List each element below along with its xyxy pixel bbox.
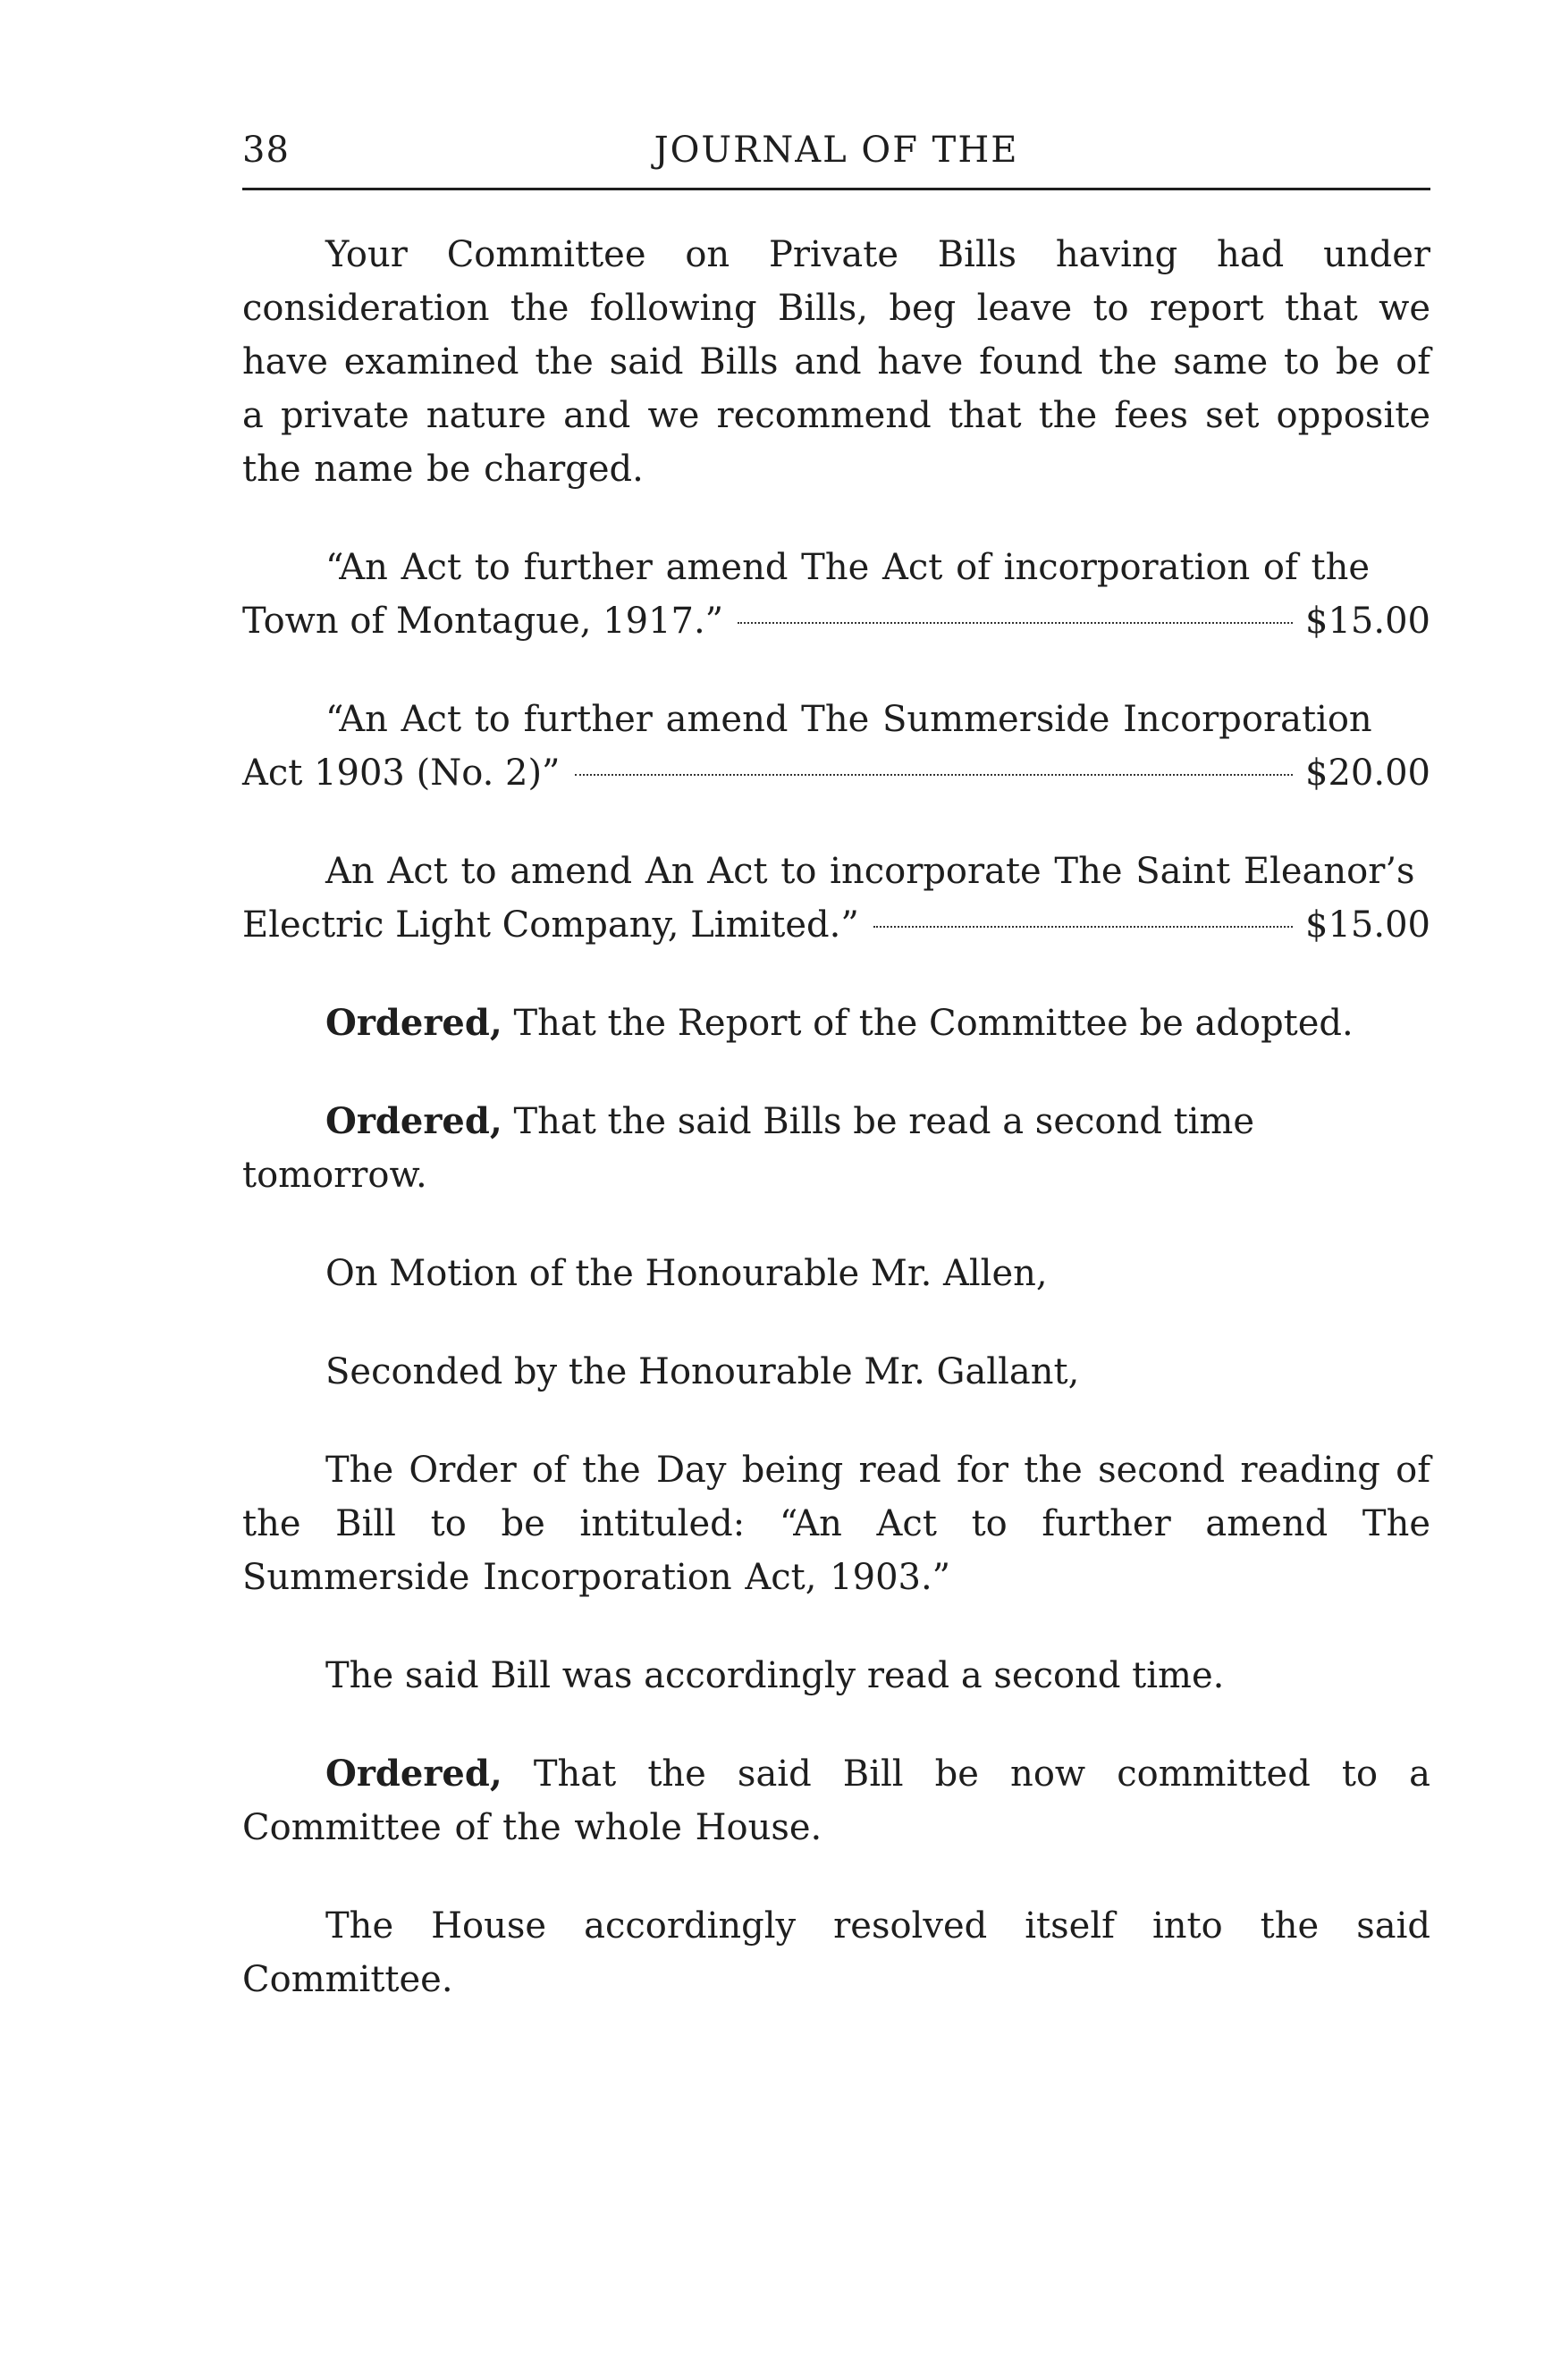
running-title: JOURNAL OF THE [654,130,1019,171]
bill-title-end: Act 1903 (No. 2)” [242,753,561,794]
order-text: That the Report of the Committee be adopted. [502,1003,1354,1044]
bill-fee-line [242,746,1430,800]
order-text: That the said Bills be read a second time tomorrow. [242,1101,1255,1196]
bill-fee-line [242,898,1430,952]
order-of-the-day-paragraph: The Order of the Day being read for the second reading of the Bill to be intituled: “An Act to further amend The Summerside Incorporation Act, 1903.” [242,1450,1430,1598]
page-number: 38 [242,130,290,171]
bill-fee-amount: $15.00 [1305,601,1430,642]
order-text: That the said Bill be now committed to a Committee of the whole House. [242,1753,1430,1848]
house-resolved-paragraph: The House accordingly resolved itself into the said Committee. [242,1905,1430,2000]
bill-title-line: “An Act to further amend The Act of incorporation of the [325,547,1371,588]
journal-body [242,228,1430,2051]
bill-fee-line [242,594,1430,648]
bill-fee-entry-summerside [242,693,1430,800]
order-adopt-report [242,997,1430,1050]
dot-leader [738,622,1293,624]
order-committed [242,1747,1430,1854]
bill-fee-entry-saint-eleanors [242,845,1430,952]
motion-seconder: Seconded by the Honourable Mr. Gallant, [325,1351,1080,1392]
ordered-label: Ordered, [325,1002,502,1044]
bill-title-line: An Act to amend An Act to incorporate The Saint Eleanor’s [325,851,1415,892]
dot-leader [873,926,1293,928]
page-header [242,123,1430,177]
order-second-reading [242,1095,1430,1202]
bill-fee-amount: $15.00 [1305,904,1430,946]
bill-title-line: “An Act to further amend The Summerside Incorporation [325,699,1372,740]
bill-fee-amount: $20.00 [1305,753,1430,794]
header-rule [242,188,1430,190]
committee-report-paragraph: Your Committee on Private Bills having had under consideration the following Bills, beg leave to report that we have examined the said Bills and have found the same to be of a private nature and we recommend that the fees set opposite the name be charged. [242,234,1430,490]
ordered-label: Ordered, [325,1100,502,1142]
ordered-label: Ordered, [325,1753,502,1795]
dot-leader [575,774,1294,776]
bill-read-second-time: The said Bill was accordingly read a second time. [325,1655,1225,1696]
bill-title-end: Town of Montague, 1917.” [242,601,724,642]
motion-mover: On Motion of the Honourable Mr. Allen, [325,1253,1048,1294]
bill-fee-entry-montague [242,541,1430,648]
bill-title-end: Electric Light Company, Limited.” [242,904,859,946]
